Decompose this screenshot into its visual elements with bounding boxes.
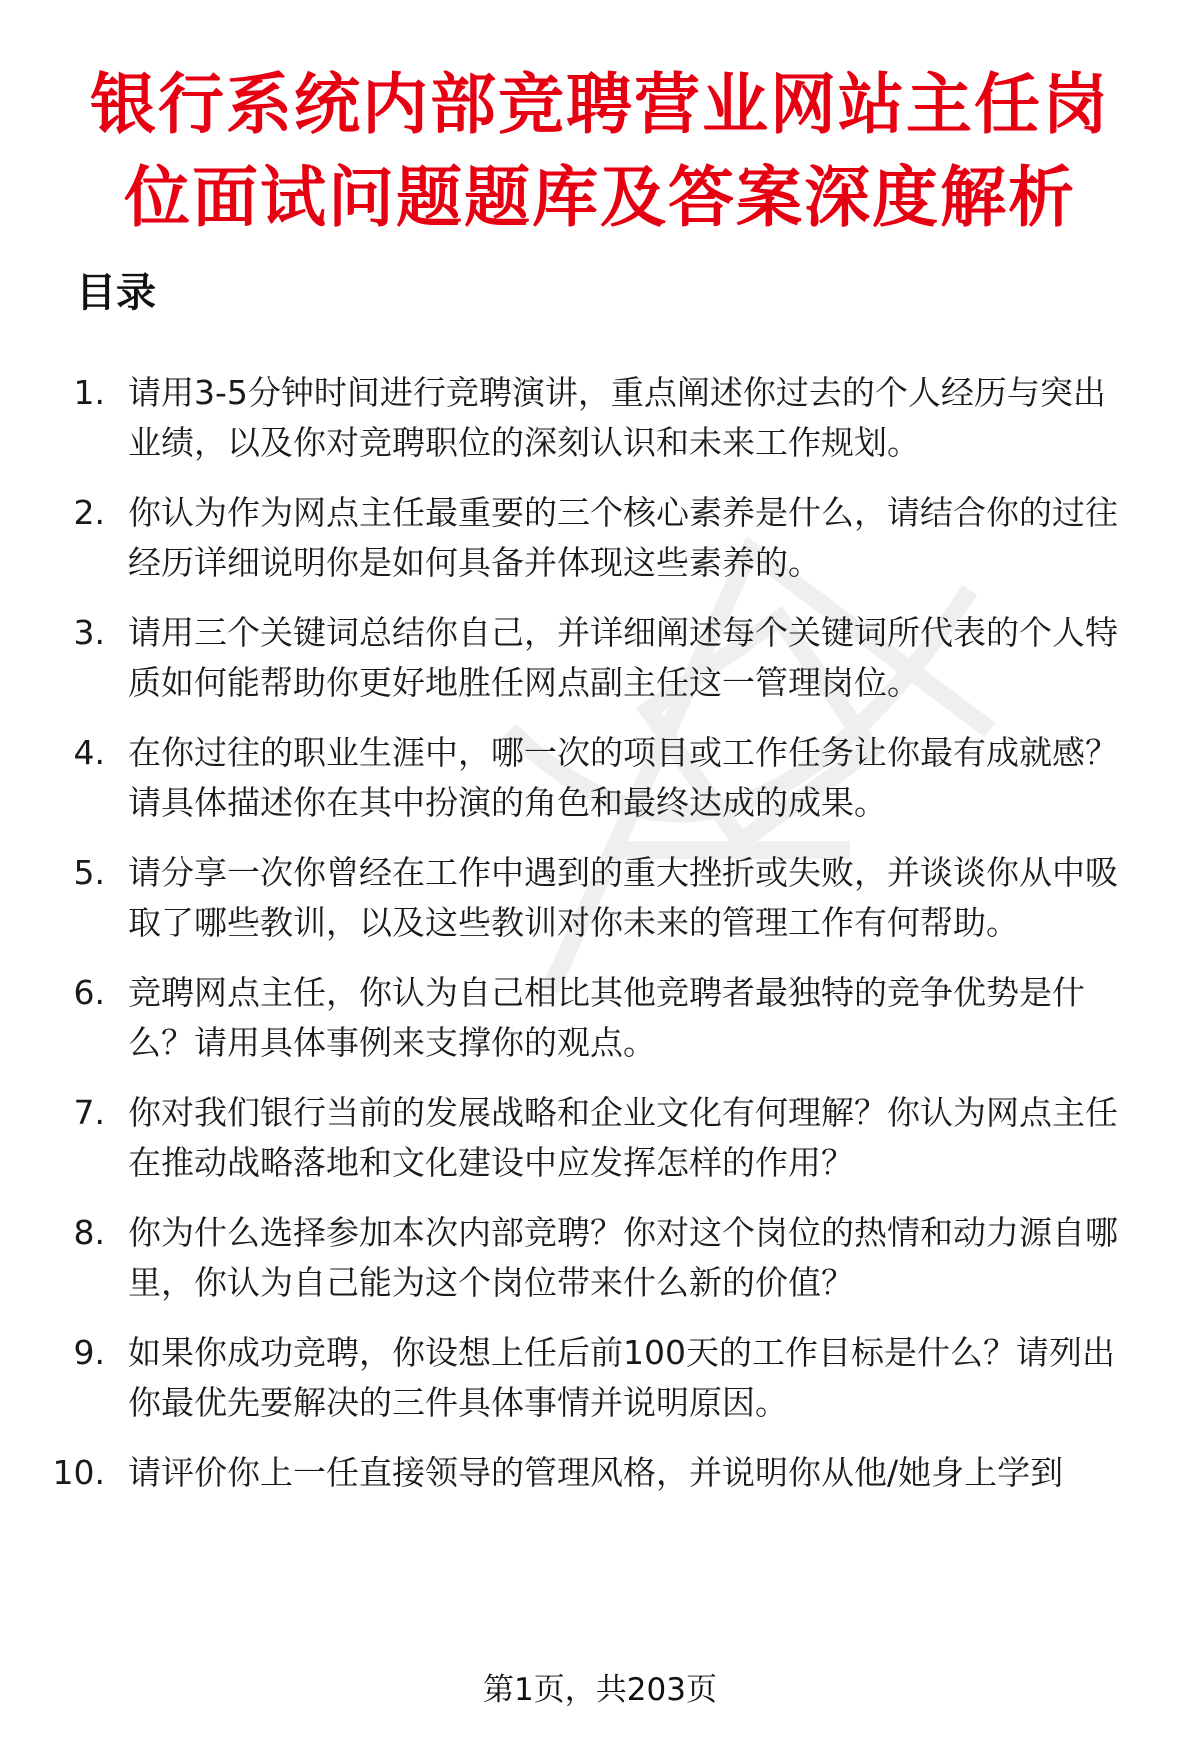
page-number: 第1页，共203页 (483, 1672, 717, 1708)
toc-item-8 (0, 1208, 1200, 1308)
toc-item-number: 8. (73, 1213, 105, 1252)
toc-item-text: 你为什么选择参加本次内部竞聘？你对这个岗位的热情和动力源自哪里，你认为自己能为这个岗位带来什么新的价值？ (128, 1213, 1118, 1302)
toc-item-number: 5. (73, 853, 105, 892)
toc-item-3 (0, 608, 1200, 708)
toc-item-number: 4. (73, 733, 105, 772)
toc-item-number: 1. (73, 373, 105, 412)
toc-item-text: 你认为作为网点主任最重要的三个核心素养是什么，请结合你的过往经历详细说明你是如何具备并体现这些素养的。 (128, 493, 1118, 582)
title-line-1: 银行系统内部竞聘营业网站主任岗 (90, 66, 1110, 143)
toc-item-4 (0, 728, 1200, 828)
toc-item-9 (0, 1328, 1200, 1428)
toc-item-number: 10. (52, 1453, 105, 1492)
toc-item-text: 在你过往的职业生涯中，哪一次的项目或工作任务让你最有成就感？请具体描述你在其中扮演的角色和最终达成的成果。 (128, 733, 1118, 822)
toc-item-7 (0, 1088, 1200, 1188)
toc-item-number: 7. (73, 1093, 105, 1132)
toc-item-1 (0, 368, 1200, 468)
toc-item-number: 2. (73, 493, 105, 532)
document-title (60, 58, 1140, 244)
toc-item-number: 3. (73, 613, 105, 652)
toc-item-text: 请用三个关键词总结你自己，并详细阐述每个关键词所代表的个人特质如何能帮助你更好地胜任网点副主任这一管理岗位。 (128, 613, 1118, 702)
toc-item-text: 竞聘网点主任，你认为自己相比其他竞聘者最独特的竞争优势是什么？请用具体事例来支撑你的观点。 (128, 973, 1085, 1062)
title-line-2: 位面试问题题库及答案深度解析 (124, 159, 1076, 236)
toc-item-text: 请用3-5分钟时间进行竞聘演讲，重点阐述你过去的个人经历与突出业绩，以及你对竞聘职位的深刻认识和未来工作规划。 (128, 373, 1106, 462)
toc-item-6 (0, 968, 1200, 1068)
toc-item-5 (0, 848, 1200, 948)
toc-item-text: 你对我们银行当前的发展战略和企业文化有何理解？你认为网点主任在推动战略落地和文化建设中应发挥怎样的作用？ (128, 1093, 1118, 1182)
toc-item-number: 6. (73, 973, 105, 1012)
toc-item-2 (0, 488, 1200, 588)
toc-item-text: 请评价你上一任直接领导的管理风格，并说明你从他/她身上学到 (128, 1453, 1064, 1492)
toc-item-10 (0, 1448, 1200, 1498)
toc-item-text: 请分享一次你曾经在工作中遇到的重大挫折或失败，并谈谈你从中吸取了哪些教训，以及这些教训对你未来的管理工作有何帮助。 (128, 853, 1118, 942)
toc-list (0, 368, 1200, 1498)
toc-heading: 目录 (76, 270, 156, 316)
toc-item-text: 如果你成功竞聘，你设想上任后前100天的工作目标是什么？请列出你最优先要解决的三件具体事情并说明原因。 (128, 1333, 1115, 1422)
toc-item-number: 9. (73, 1333, 105, 1372)
